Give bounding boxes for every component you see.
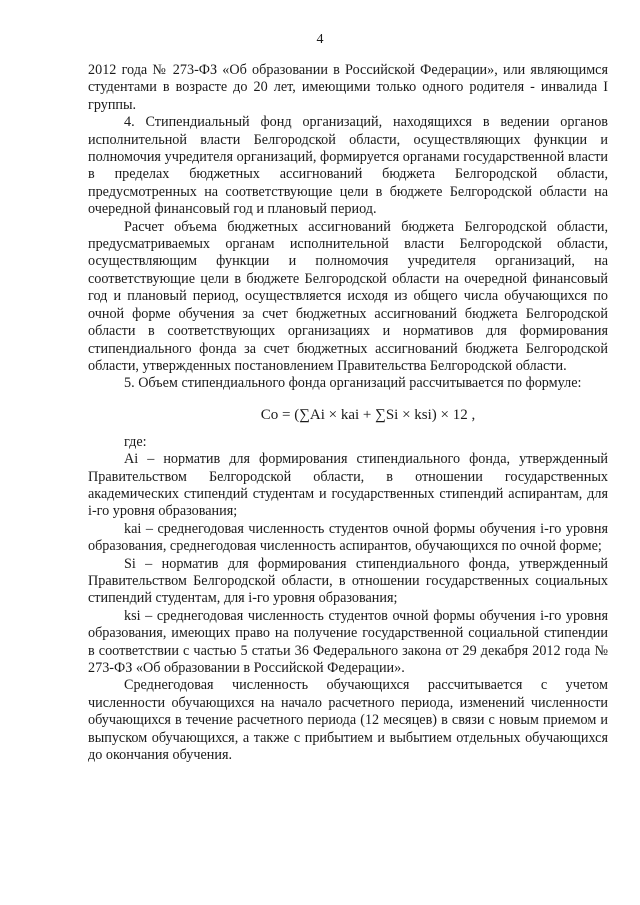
paragraph-item-4: 4. Стипендиальный фонд организаций, находящихся в ведении органов исполнительной власти Белгородской области, осуществляющих функции и полномочия учредителя организаций, формируется органами государственной власти в пределах бюджетных ассигнований бюджета Белгородской области, предусмотренных на соответствующие цели в бюджете Белгородской области на очередной финансовый год и плановый период.: [88, 114, 608, 218]
definition-s: Si – норматив для формирования стипендиального фонда, утвержденный Правительством Белгородской области, в отношении государственных социальных стипендий студентам, для i-го уровня образования;: [88, 555, 608, 607]
definition-kai: kai – среднегодовая численность студентов очной формы обучения i-го уровня образования, среднегодовая численность аспирантов, обучающихся по очной форме;: [88, 520, 608, 555]
scholarship-formula: Со = (∑Ai × kai + ∑Si × ksi) × 12 ,: [260, 406, 476, 423]
paragraph-average-count: Среднегодовая численность обучающихся рассчитывается с учетом численности обучающихся на начало расчетного периода, изменений численности обучающихся в течение расчетного периода (12 месяцев) в связи с новым приемом и выпуском обучающихся, а также с прибытием и выбытием отдельных обучающихся до окончания обучения.: [88, 677, 608, 764]
definition-ksi: ksi – среднегодовая численность студентов очной формы обучения i-го уровня образования, имеющих право на получение государственной социальной стипендии в соответствии с частью 5 статьи 36 Федерального закона от 29 декабря 2012 года № 273-ФЗ «Об образовании в Российской Федерации».: [88, 607, 608, 676]
document-body: [88, 62, 608, 764]
paragraph-calculation: Расчет объема бюджетных ассигнований бюджета Белгородской области, предусматриваемых органам исполнительной власти Белгородской области, осуществляющим функции и полномочия учредителя организаций, на соответствующие цели в бюджете Белгородской области на очередной финансовый год и плановый период, осуществляется исходя из общего числа обучающихся по очной форме обучения за счет бюджетных ассигнований бюджета Белгородской области в соответствующих организациях и нормативов для формирования стипендиального фонда за счет бюджетных ассигнований бюджета Белгородской области, утвержденных постановлением Правительства Белгородской области.: [88, 218, 608, 374]
definition-a: Ai – норматив для формирования стипендиального фонда, утвержденный Правительством Белгородской области, в отношении государственных академических стипендий студентам и государственных стипендий аспирантам, для i-го уровня образования;: [88, 451, 608, 520]
where-label: где:: [124, 433, 147, 450]
paragraph-item-5: 5. Объем стипендиального фонда организаций рассчитывается по формуле:: [124, 375, 582, 392]
paragraph-continuation: 2012 года № 273-ФЗ «Об образовании в Российской Федерации», или являющимся студентами в возрасте до 20 лет, имеющими только одного родителя - инвалида I группы.: [88, 62, 608, 113]
page-number: 4: [316, 32, 324, 47]
